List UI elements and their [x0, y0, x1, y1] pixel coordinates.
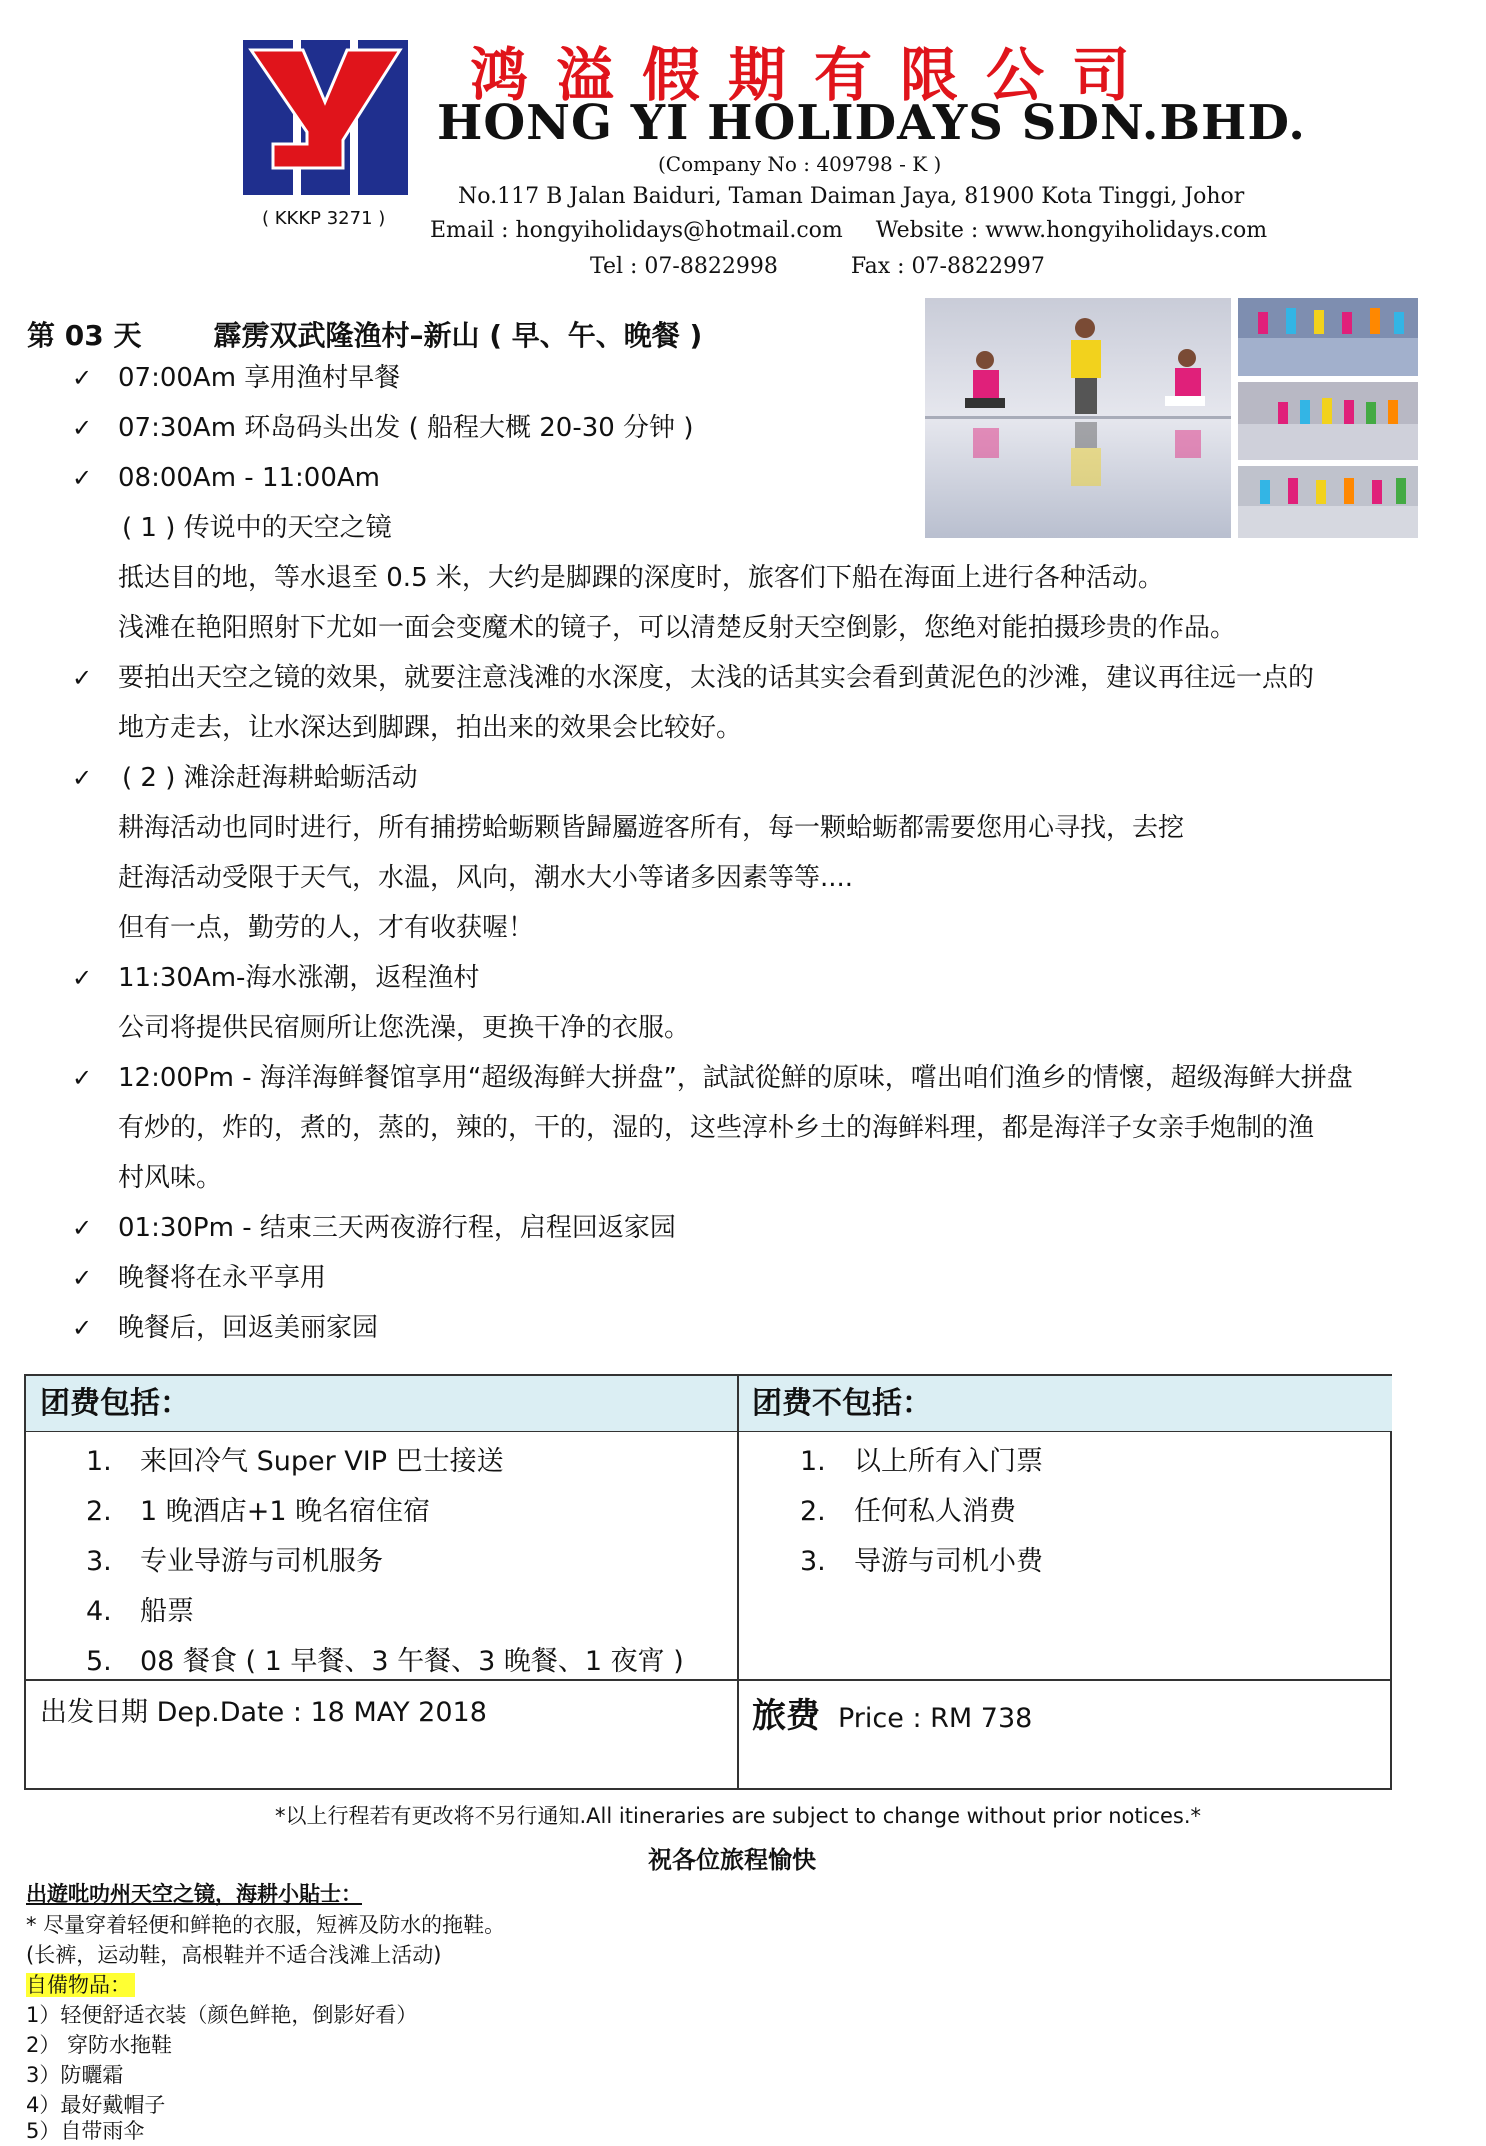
- tip-line: (长裤，运动鞋，高根鞋并不适合浅滩上活动): [26, 1943, 442, 1967]
- company-number: (Company No : 409798 - K ): [658, 152, 942, 176]
- email-text[interactable]: Email : hongyiholidays@hotmail.com: [430, 218, 843, 243]
- itinerary-line: 公司将提供民宿厕所让您洗澡，更换干净的衣服。: [118, 1013, 691, 1043]
- tips-title: 出遊吡叻州天空之镜，海耕小貼士：: [26, 1882, 362, 1906]
- check-icon: ✓: [72, 664, 93, 692]
- itinerary-line: 07:30Am 环岛码头出发 ( 船程大概 20-30 分钟 ): [118, 413, 694, 443]
- exclude-item: 2. 任何私人消费: [800, 1496, 1016, 1527]
- include-item: 2. 1 晚酒店+1 晚名宿住宿: [86, 1496, 431, 1527]
- company-name-chinese: 鸿溢假期有限公司: [470, 41, 1159, 109]
- tip-item: 2） 穿防水拖鞋: [26, 2033, 173, 2057]
- sky-mirror-photo-group-1: [1238, 298, 1418, 376]
- itinerary-line: 耕海活动也同时进行，所有捕捞蛤蛎颗皆歸屬遊客所有，每一颗蛤蛎都需要您用心寻找，去挖: [118, 813, 1185, 843]
- check-icon: ✓: [72, 1314, 93, 1342]
- departure-date: 出发日期 Dep.Date : 18 MAY 2018: [40, 1697, 487, 1728]
- itinerary-line: 01:30Pm - 结束三天两夜游行程，启程回返家园: [118, 1213, 676, 1243]
- include-item: 5. 08 餐食 ( 1 早餐、3 午餐、3 晚餐、1 夜宵 ): [86, 1646, 684, 1677]
- tour-price: 旅费 Price : RM 738: [752, 1696, 1033, 1736]
- itinerary-line: 晚餐后，回返美丽家园: [118, 1313, 379, 1343]
- sky-mirror-photo-group-2: [1238, 382, 1418, 460]
- itinerary-line: 08:00Am - 11:00Am: [118, 463, 380, 493]
- include-header: 团费包括：: [26, 1376, 738, 1432]
- sky-mirror-main-photo: [925, 298, 1231, 538]
- check-icon: ✓: [72, 414, 93, 442]
- include-item: 3. 专业导游与司机服务: [86, 1546, 383, 1577]
- license-number: ( KKKP 3271 ): [262, 208, 386, 229]
- itinerary-line: 地方走去，让水深达到脚踝，拍出来的效果会比较好。: [118, 713, 743, 743]
- self-items-label: 自備物品：: [26, 1970, 135, 2000]
- farewell-wish: 祝各位旅程愉快: [648, 1846, 816, 1874]
- itinerary-line: 07:00Am 享用渔村早餐: [118, 363, 401, 393]
- contact-line: [430, 218, 1293, 243]
- itinerary-line: 赶海活动受限于天气，水温，风向，潮水大小等诸多因素等等....: [118, 863, 854, 893]
- day-title: [27, 314, 702, 354]
- check-icon: ✓: [72, 764, 93, 792]
- itinerary-line: 浅滩在艳阳照射下尤如一面会变魔术的镜子，可以清楚反射天空倒影，您绝对能拍摄珍贵的作品。: [118, 613, 1237, 643]
- company-address: No.117 B Jalan Baiduri, Taman Daiman Jaya, 81900 Kota Tinggi, Johor: [458, 184, 1245, 209]
- include-item: 4. 船票: [86, 1596, 194, 1627]
- change-notice: *以上行程若有更改将不另行通知.All itineraries are subject to change without prior notices.*: [275, 1804, 1202, 1828]
- itinerary-line: 但有一点，勤劳的人，才有收获喔！: [118, 913, 535, 943]
- exclude-header: 团费不包括：: [738, 1376, 1392, 1432]
- day-route: 霹雳双武隆渔村–新山 ( 早、午、晚餐 ): [213, 319, 703, 352]
- day-label: 第 03 天: [27, 319, 142, 352]
- include-item: 1. 来回冷气 Super VIP 巴士接送: [86, 1446, 504, 1477]
- itinerary-line: 12:00Pm - 海洋海鲜餐馆享用“超级海鲜大拼盘”，試試從鮮的原味，嚐出咱们渔乡的情懷，超级海鲜大拼盘: [118, 1063, 1353, 1093]
- tip-line: * 尽量穿着轻便和鲜艳的衣服，短裤及防水的拖鞋。: [26, 1913, 506, 1937]
- check-icon: ✓: [72, 364, 93, 392]
- fax-text: Fax : 07-8822997: [850, 254, 1045, 279]
- itinerary-line: 要拍出天空之镜的效果，就要注意浅滩的水深度，太浅的话其实会看到黄泥色的沙滩，建议再往远一点的: [118, 663, 1315, 693]
- tel-text: Tel : 07-8822998: [590, 254, 778, 279]
- exclude-item: 3. 导游与司机小费: [800, 1546, 1043, 1577]
- check-icon: ✓: [72, 1214, 93, 1242]
- phone-line: [590, 254, 1071, 279]
- check-icon: ✓: [72, 464, 93, 492]
- tip-item: 1）轻便舒适衣装（颜色鲜艳，倒影好看）: [26, 2003, 418, 2027]
- website-text[interactable]: Website : www.hongyiholidays.com: [875, 218, 1268, 243]
- tip-item: 3）防曬霜: [26, 2063, 124, 2087]
- tip-item: 5）自带雨伞: [26, 2119, 145, 2143]
- price-table: [24, 1374, 1392, 1790]
- itinerary-line: 抵达目的地，等水退至 0.5 米，大约是脚踝的深度时，旅客们下船在海面上进行各种活动。: [118, 563, 1164, 593]
- company-name-english: HONG YI HOLIDAYS SDN.BHD.: [437, 95, 1307, 151]
- company-logo: [243, 40, 408, 195]
- check-icon: ✓: [72, 964, 93, 992]
- exclude-item: 1. 以上所有入门票: [800, 1446, 1043, 1477]
- itinerary-line: 有炒的，炸的，煮的，蒸的，辣的，干的，湿的，这些淳朴乡土的海鲜料理，都是海洋子女亲手炮制的渔: [118, 1113, 1315, 1143]
- check-icon: ✓: [72, 1064, 93, 1092]
- tip-item: 4）最好戴帽子: [26, 2093, 166, 2117]
- itinerary-line: ( 1 ) 传说中的天空之镜: [122, 513, 392, 543]
- itinerary-line: 11:30Am-海水涨潮，返程渔村: [118, 963, 480, 993]
- itinerary-line: 村风味。: [118, 1163, 223, 1193]
- check-icon: ✓: [72, 1264, 93, 1292]
- sky-mirror-photo-group-3: [1238, 466, 1418, 538]
- itinerary-line: 晚餐将在永平享用: [118, 1263, 327, 1293]
- itinerary-line: ( 2 ) 滩涂赶海耕蛤蛎活动: [122, 763, 418, 793]
